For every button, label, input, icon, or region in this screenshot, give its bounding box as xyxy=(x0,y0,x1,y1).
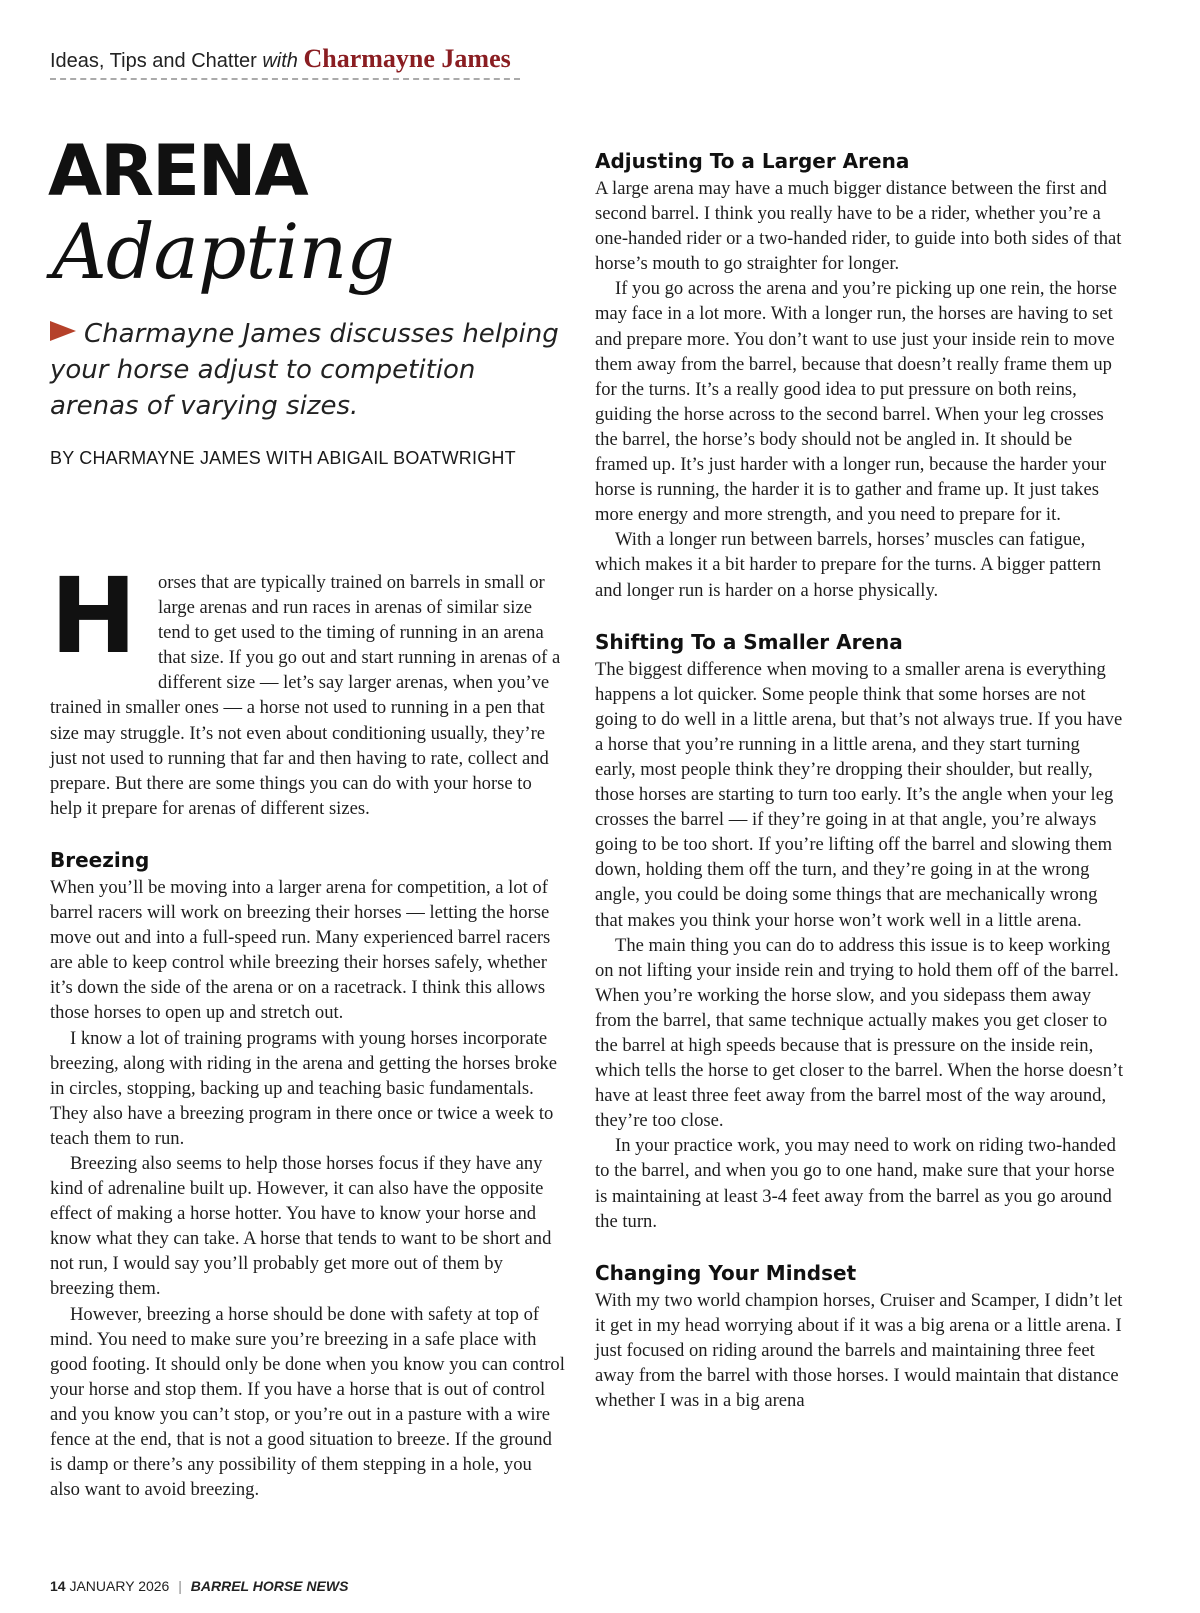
column-header-with: with xyxy=(262,50,298,72)
section-heading-breezing: Breezing xyxy=(50,847,150,872)
breezing-paragraph: I know a lot of training programs with young horses incorporate breezing, along with riding in the arena and getting the horses broke in circles, stopping, backing up and teaching basic fundamentals. They also have a breezing program in there once or twice a week to teach them to run. xyxy=(50,1027,558,1149)
breezing-paragraph: Breezing also seems to help those horses focus if they have any kind of adrenaline built up. However, it can also have the opposite effect of making a horse hotter. You have to know your horse and know what they can take. A horse that tends to want to be short and not run, I would say you’ll probably get more out of them by breezing them. xyxy=(50,1152,552,1300)
footer-separator: | xyxy=(178,1578,182,1594)
article-deck-text: Charmayne James discusses helping your horse adjust to competition arenas of varying sizes. xyxy=(50,319,559,421)
article-title-main: ARENA xyxy=(48,130,307,212)
larger-arena-paragraph: A large arena may have a much bigger distance between the first and second barrel. I think you really have to be a rider, whether you’re a one-handed rider or a two-handed rider, to guide into both sides of that horse’s mouth to go straighter for longer. xyxy=(595,178,1122,275)
breezing-paragraph: When you’ll be moving into a larger arena for competition, a lot of barrel racers will work on breezing their horses — letting the horse move out and into a full-speed run. Many experienced barrel racers are able to keep control while breezing their horses safely, whether it’s down the side of the arena or on a racetrack. I think this allows those horses to open up and stretch out. xyxy=(50,876,551,1024)
right-column xyxy=(595,146,1125,1413)
article-byline: BY CHARMAYNE JAMES WITH ABIGAIL BOATWRIGHT xyxy=(50,448,516,468)
header-dashed-rule xyxy=(50,78,520,80)
mindset-paragraph: With my two world champion horses, Cruiser and Scamper, I didn’t let it get in my head worrying about if it was a big arena or a little arena. I just focused on riding around the barrels and maintaining three feet away from the barrel with those horses. I would maintain that distance whether I was in a big arena xyxy=(595,1289,1123,1412)
larger-arena-paragraph: If you go across the arena and you’re picking up one rein, the horse may face in a lot more. With a longer run, the horses are having to set and prepare more. You don’t want to use just your inside rein to move them away from the barrel, because that doesn’t really frame them up for the turns. It’s a really good idea to put pressure on both reins, guiding the horse across to the second barrel. When your leg crosses the barrel, the horse’s body should not be angled in. It should be framed up. It’s just harder with a longer run, because the harder your horse is running, the harder it is to gather and frame up. It just takes more energy and more strength, and you need to prepare for it. xyxy=(595,278,1117,526)
arrow-bullet-icon xyxy=(50,321,76,341)
issue-date: JANUARY 2026 xyxy=(69,1578,170,1594)
left-column xyxy=(50,555,565,1502)
larger-arena-paragraph: With a longer run between barrels, horses’ muscles can fatigue, which makes it a bit harder to prepare for the turns. A bigger pattern and longer run is harder on a horse physically. xyxy=(595,529,1101,601)
magazine-name: BARREL HORSE NEWS xyxy=(190,1578,349,1594)
smaller-arena-paragraph: The main thing you can do to address this issue is to keep working on not lifting your inside rein and trying to hold them off of the barrel. When you’re working the horse slow, and you sidepass them away from the barrel, that same technique actually makes you get closer to the barrel at high speeds because that is pressure on the inside rein, which tells the horse to get closer to the barrel. When the horse doesn’t have at least three feet away from the barrel most of the way around, they’re too close. xyxy=(595,934,1124,1132)
breezing-paragraph: However, breezing a horse should be done with safety at top of mind. You need to make sure you’re breezing in a safe place with good footing. It should only be done when you know you can control your horse and stop them. If you have a horse that is out of control and you know you can’t stop, or you’re out in a pasture with a wire fence at the end, that is not a good situation to breeze. If the ground is damp or there’s any possibility of them stepping in a hole, you also want to avoid breezing. xyxy=(50,1303,565,1501)
article-deck xyxy=(50,316,570,424)
column-header-prefix: Ideas, Tips and Chatter xyxy=(50,50,257,72)
smaller-arena-paragraph: The biggest difference when moving to a smaller arena is everything happens a lot quicker. Some people think that some horses are not going to do well in a little arena, but that’s not always true. If you have a horse that you’re running in a little arena, and they start turning early, most people think they’re dropping their shoulder, but really, those horses are starting to turn too early. It’s the angle when your leg crosses the barrel — if they’re going in at that angle, you’re always going to be too short. If you’re lifting off the barrel and slowing them down, holding them off the turn, and they’re going in at the wrong angle, you could be doing some things that are mechanically wrong that makes you think your horse won’t work well in a little arena. xyxy=(595,658,1123,931)
section-heading-smaller-arena: Shifting To a Smaller Arena xyxy=(595,629,903,654)
column-header-name: Charmayne James xyxy=(303,44,511,73)
intro-text: orses that are typically trained on barrels in small or large arenas and run races in arenas of similar size tend to get used to the timing of running in an arena that size. If you go out and start running in arenas of a different size — let’s say larger arenas, when you’ve trained in smaller ones — a horse not used to running in a pen that size may struggle. It’s not even about conditioning usually, they’re just not used to running that far and then having to rate, collect and prepare. But there are some things you can do with your horse to help it prepare for arenas of different sizes. xyxy=(50,572,561,819)
intro-paragraph xyxy=(50,555,565,821)
page-footer xyxy=(50,1578,348,1594)
section-heading-larger-arena: Adjusting To a Larger Arena xyxy=(595,149,910,173)
article-title-script: Adapting xyxy=(52,207,394,296)
drop-cap: H xyxy=(50,555,138,677)
page-number: 14 xyxy=(50,1578,66,1594)
section-heading-mindset: Changing Your Mindset xyxy=(595,1260,857,1285)
column-header xyxy=(50,44,520,74)
smaller-arena-paragraph: In your practice work, you may need to work on riding two-handed to the barrel, and when you go to one hand, make sure that your horse is maintaining at least 3-4 feet away from the barrel as you go around the turn. xyxy=(595,1135,1116,1232)
